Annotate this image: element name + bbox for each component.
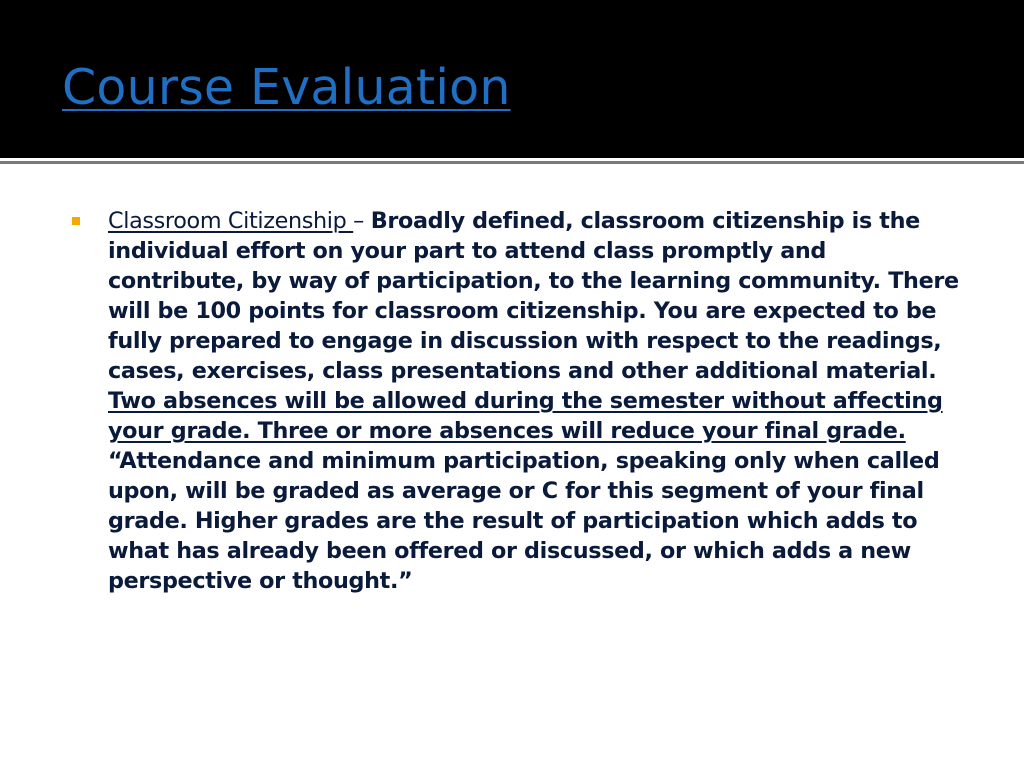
term-dash: – <box>353 208 371 234</box>
slide-title: Course Evaluation <box>62 59 511 116</box>
bullet-term: Classroom Citizenship <box>108 208 354 234</box>
divider-line <box>0 161 1024 164</box>
bullet-text <box>108 206 962 596</box>
bullet-item <box>72 206 962 596</box>
square-bullet-icon <box>72 217 80 225</box>
title-band <box>0 0 1024 158</box>
attendance-quote: “Attendance and minimum participation, speaking only when called upon, will be graded as average or C for this segment of your final grade. Higher grades are the result of participation which adds to what has already been offered or discussed, or which adds a new perspective or thought.” <box>108 448 940 594</box>
absence-policy: Two absences will be allowed during the semester without affecting your grade. Three or more absences will reduce your final grade. <box>108 388 943 444</box>
slide-body <box>72 206 962 596</box>
bullet-description: Broadly defined, classroom citizenship is the individual effort on your part to attend class promptly and contribute, by way of participation, to the learning community. There will be 100 points for classroom citizenship. You are expected to be fully prepared to engage in discussion with respect to the readings, cases, exercises, class presentations and other additional material. <box>108 208 959 384</box>
